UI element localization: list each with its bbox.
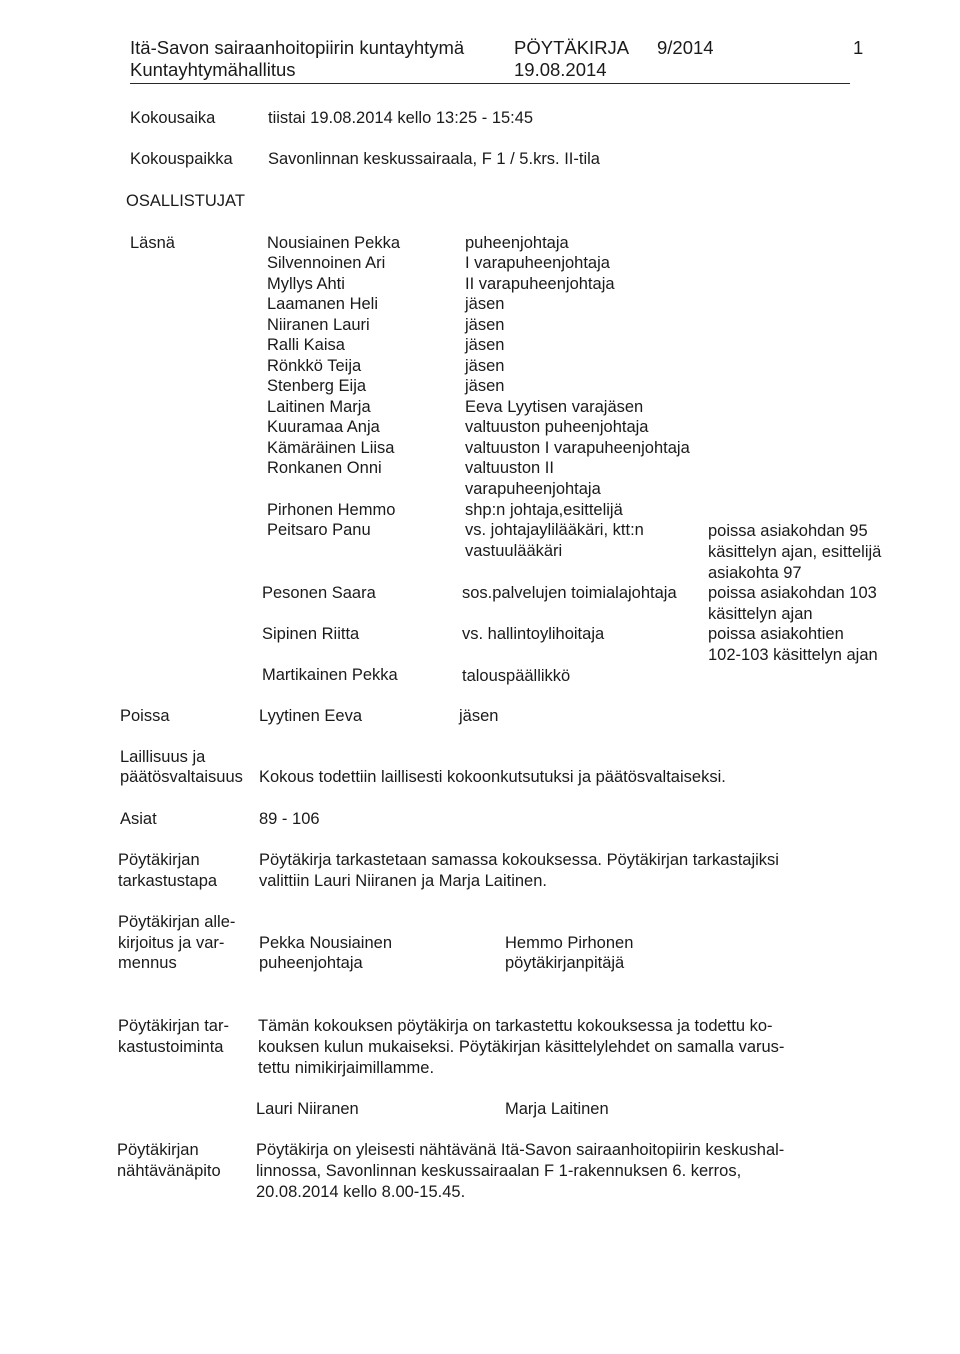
participant-name: Myllys Ahti	[267, 275, 345, 293]
participant-name: Ralli Kaisa	[267, 336, 345, 354]
participant-name: Sipinen Riitta	[262, 625, 360, 643]
participant-name: Kämäräinen Liisa	[267, 439, 395, 457]
participant-name: Laitinen Marja	[267, 398, 371, 416]
absent-role: jäsen	[459, 707, 499, 725]
participant-role: jäsen	[465, 295, 505, 313]
participant-role: valtuuston puheenjohtaja	[465, 418, 649, 436]
participant-role: sos.palvelujen toimialajohtaja	[462, 584, 677, 602]
review-action-label: kastustoiminta	[118, 1038, 224, 1056]
org-name: Itä-Savon sairaanhoitopiirin kuntayhtymä	[130, 37, 465, 58]
participant-note: poissa asiakohdan 103	[708, 584, 877, 602]
participant-role: valtuuston I varapuheenjohtaja	[465, 439, 690, 457]
meeting-time-value: tiistai 19.08.2014 kello 13:25 - 15:45	[268, 109, 534, 127]
participant-role: shp:n johtaja,esittelijä	[465, 501, 623, 519]
review-method-text: valittiin Lauri Niiranen ja Marja Laitinen.	[259, 872, 547, 890]
header-rule	[130, 83, 850, 84]
participant-note: poissa asiakohtien	[708, 625, 844, 643]
absent-name: Lyytinen Eeva	[259, 707, 363, 725]
participants-heading: OSALLISTUJAT	[126, 192, 245, 210]
signing-label: mennus	[118, 954, 177, 972]
reviewer-name: Lauri Niiranen	[256, 1100, 359, 1118]
signing-label: kirjoitus ja var-	[118, 934, 225, 952]
meeting-time-label: Kokousaika	[130, 109, 216, 127]
participant-name: Nousiainen Pekka	[267, 234, 400, 252]
doc-type: PÖYTÄKIRJA	[514, 37, 630, 58]
participant-role: jäsen	[465, 377, 505, 395]
display-label: nähtävänäpito	[117, 1162, 221, 1180]
participant-note: käsittelyn ajan, esittelijä	[708, 543, 882, 561]
participant-role: puheenjohtaja	[465, 234, 569, 252]
participant-role: I varapuheenjohtaja	[465, 254, 610, 272]
participant-name: Rönkkö Teija	[267, 357, 362, 375]
participant-role-line2: vastuulääkäri	[465, 542, 563, 560]
participant-note: poissa asiakohdan 95	[708, 522, 868, 540]
review-action-text: tettu nimikirjaimillamme.	[258, 1059, 435, 1077]
signing-label: Pöytäkirjan alle-	[118, 913, 236, 931]
participant-role: talouspäällikkö	[462, 667, 571, 685]
review-action-text: Tämän kokouksen pöytäkirja on tarkastettu kokouksessa ja todettu ko-	[258, 1017, 773, 1035]
participant-name: Silvennoinen Ari	[267, 254, 386, 272]
review-method-label: tarkastustapa	[118, 872, 218, 890]
body-name: Kuntayhtymähallitus	[130, 59, 296, 80]
participant-name: Kuuramaa Anja	[267, 418, 380, 436]
doc-number: 9/2014	[657, 37, 714, 58]
participant-name: Pirhonen Hemmo	[267, 501, 396, 519]
legality-label: Laillisuus ja	[120, 748, 206, 766]
legality-text: Kokous todettiin laillisesti kokoonkutsutuksi ja päätösvaltaiseksi.	[259, 768, 726, 786]
review-action-label: Pöytäkirjan tar-	[118, 1017, 229, 1035]
signatory-name: Hemmo Pirhonen	[505, 934, 634, 952]
display-text: 20.08.2014 kello 8.00-15.45.	[256, 1183, 466, 1201]
participant-name: Ronkanen Onni	[267, 459, 382, 477]
signatory-role: puheenjohtaja	[259, 954, 363, 972]
participant-name: Niiranen Lauri	[267, 316, 370, 334]
review-method-label: Pöytäkirjan	[118, 851, 200, 869]
present-label: Läsnä	[130, 234, 175, 252]
review-action-text: kouksen kulun mukaiseksi. Pöytäkirjan käsittelylehdet on samalla varus-	[258, 1038, 785, 1056]
participant-name: Martikainen Pekka	[262, 666, 398, 684]
display-text: linnossa, Savonlinnan keskussairaalan F 1-rakennuksen 6. kerros,	[256, 1162, 742, 1180]
review-method-text: Pöytäkirja tarkastetaan samassa kokouksessa. Pöytäkirjan tarkastajiksi	[259, 851, 779, 869]
legality-label: päätösvaltaisuus	[120, 768, 243, 786]
display-text: Pöytäkirja on yleisesti nähtävänä Itä-Savon sairaanhoitopiirin keskushal-	[256, 1141, 785, 1159]
signatory-name: Pekka Nousiainen	[259, 934, 392, 952]
participant-role-line2: varapuheenjohtaja	[465, 480, 601, 498]
items-value: 89 - 106	[259, 810, 320, 828]
participant-note: käsittelyn ajan	[708, 605, 813, 623]
participant-name: Pesonen Saara	[262, 584, 376, 602]
participant-role: jäsen	[465, 336, 505, 354]
display-label: Pöytäkirjan	[117, 1141, 199, 1159]
participant-role: II varapuheenjohtaja	[465, 275, 615, 293]
items-label: Asiat	[120, 810, 157, 828]
reviewer-name: Marja Laitinen	[505, 1100, 609, 1118]
meeting-place-value: Savonlinnan keskussairaala, F 1 / 5.krs. II-tila	[268, 150, 600, 168]
participant-name: Stenberg Eija	[267, 377, 367, 395]
meeting-place-label: Kokouspaikka	[130, 150, 233, 168]
participant-role: valtuuston II	[465, 459, 554, 477]
participant-role: vs. johtajaylilääkäri, ktt:n	[465, 521, 644, 539]
participant-role: jäsen	[465, 316, 505, 334]
participant-role: jäsen	[465, 357, 505, 375]
absent-label: Poissa	[120, 707, 170, 725]
participant-note: 102-103 käsittelyn ajan	[708, 646, 878, 664]
participant-role: Eeva Lyytisen varajäsen	[465, 398, 644, 416]
participant-note: asiakohta 97	[708, 564, 802, 582]
doc-date: 19.08.2014	[514, 59, 607, 80]
participant-name: Laamanen Heli	[267, 295, 378, 313]
participant-role: vs. hallintoylihoitaja	[462, 625, 605, 643]
page-number: 1	[853, 37, 864, 58]
signatory-role: pöytäkirjanpitäjä	[505, 954, 625, 972]
participant-name: Peitsaro Panu	[267, 521, 371, 539]
